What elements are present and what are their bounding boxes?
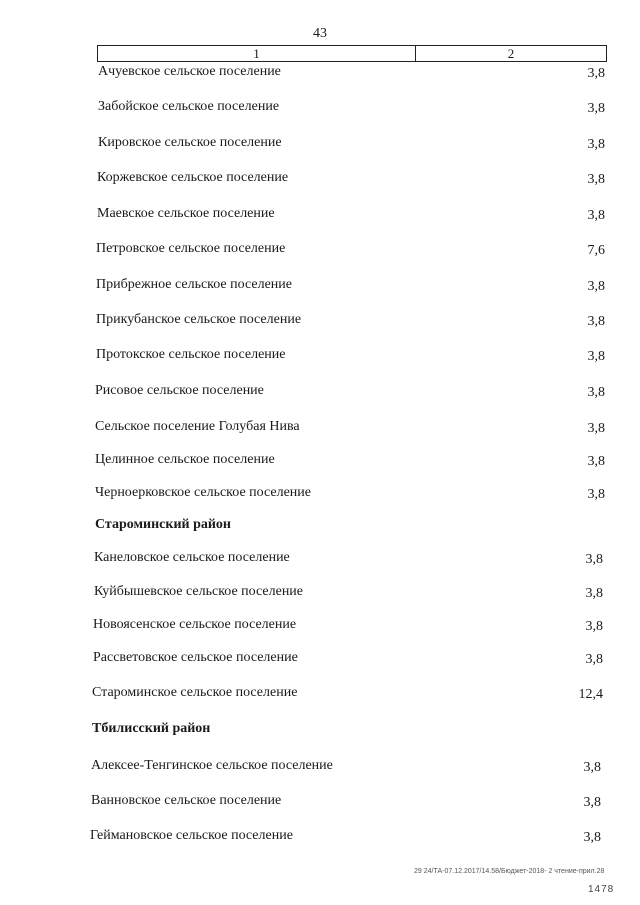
table-row xyxy=(0,383,640,403)
district-heading: Тбилисский район xyxy=(92,721,211,736)
settlement-name: Коржевское сельское поселение xyxy=(97,170,289,185)
table-row xyxy=(0,64,640,84)
settlement-name: Староминское сельское поселение xyxy=(92,685,298,700)
settlement-name: Ачуевское сельское поселение xyxy=(98,64,281,79)
settlement-name: Геймановское сельское поселение xyxy=(90,828,293,843)
table-row xyxy=(0,685,640,705)
table-row xyxy=(0,550,640,570)
table-header xyxy=(97,45,607,62)
settlement-name: Прикубанское сельское поселение xyxy=(96,312,302,327)
table-row xyxy=(0,485,640,505)
settlement-value: 7,6 xyxy=(587,243,605,258)
district-heading: Староминский район xyxy=(95,517,231,532)
table-row xyxy=(0,277,640,297)
table-row xyxy=(0,617,640,637)
settlement-value: 3,8 xyxy=(587,454,605,469)
table-row xyxy=(0,793,640,813)
table-row xyxy=(0,584,640,604)
settlement-name: Целинное сельское поселение xyxy=(95,452,275,467)
table-row xyxy=(0,452,640,472)
table-row xyxy=(0,99,640,119)
settlement-name: Сельское поселение Голубая Нива xyxy=(95,419,300,434)
settlement-name: Прибрежное сельское поселение xyxy=(96,277,292,292)
settlement-value: 3,8 xyxy=(587,385,605,400)
settlement-value: 3,8 xyxy=(587,101,605,116)
page-number: 43 xyxy=(313,26,327,41)
settlement-value: 3,8 xyxy=(583,830,601,845)
settlement-name: Протокское сельское поселение xyxy=(96,347,286,362)
settlement-name: Кировское сельское поселение xyxy=(98,135,282,150)
table-row xyxy=(0,419,640,439)
table-row xyxy=(0,828,640,848)
settlement-name: Черноерковское сельское поселение xyxy=(95,485,311,500)
settlement-value: 3,8 xyxy=(587,314,605,329)
settlement-value: 3,8 xyxy=(587,279,605,294)
table-row xyxy=(0,650,640,670)
table-row xyxy=(0,241,640,261)
settlement-name: Рассветовское сельское поселение xyxy=(93,650,298,665)
settlement-value: 3,8 xyxy=(587,208,605,223)
table-row xyxy=(0,347,640,367)
settlement-name: Рисовое сельское поселение xyxy=(95,383,264,398)
settlement-value: 3,8 xyxy=(587,66,605,81)
settlement-value: 3,8 xyxy=(587,487,605,502)
table-row xyxy=(0,135,640,155)
settlement-value: 3,8 xyxy=(583,760,601,775)
settlement-value: 3,8 xyxy=(585,619,603,634)
settlement-name: Алексее-Тенгинское сельское поселение xyxy=(91,758,333,773)
settlement-name: Куйбышевское сельское поселение xyxy=(94,584,304,599)
settlement-value: 3,8 xyxy=(587,137,605,152)
settlement-value: 3,8 xyxy=(585,586,603,601)
stamp-number: 1478 xyxy=(588,884,615,895)
settlement-value: 3,8 xyxy=(587,349,605,364)
table-row xyxy=(0,206,640,226)
table-row xyxy=(0,312,640,332)
footer-reference: 29 24/ТА-07.12.2017/14.58/Бюджет-2018- 2 чтение-прил.28 xyxy=(414,868,605,875)
settlement-value: 3,8 xyxy=(585,652,603,667)
settlement-name: Петровское сельское поселение xyxy=(96,241,286,256)
settlement-name: Канеловское сельское поселение xyxy=(94,550,290,565)
settlement-name: Забойское сельское поселение xyxy=(98,99,280,114)
settlement-value: 3,8 xyxy=(587,421,605,436)
settlement-name: Маевское сельское поселение xyxy=(97,206,275,221)
settlement-name: Ванновское сельское поселение xyxy=(91,793,282,808)
settlement-value: 3,8 xyxy=(583,795,601,810)
header-column-2: 2 xyxy=(507,46,515,61)
table-row xyxy=(0,758,640,778)
header-column-1: 1 xyxy=(98,46,416,61)
settlement-name: Новоясенское сельское поселение xyxy=(93,617,297,632)
settlement-value: 12,4 xyxy=(578,687,603,702)
settlement-value: 3,8 xyxy=(585,552,603,567)
table-row xyxy=(0,170,640,190)
settlement-value: 3,8 xyxy=(587,172,605,187)
